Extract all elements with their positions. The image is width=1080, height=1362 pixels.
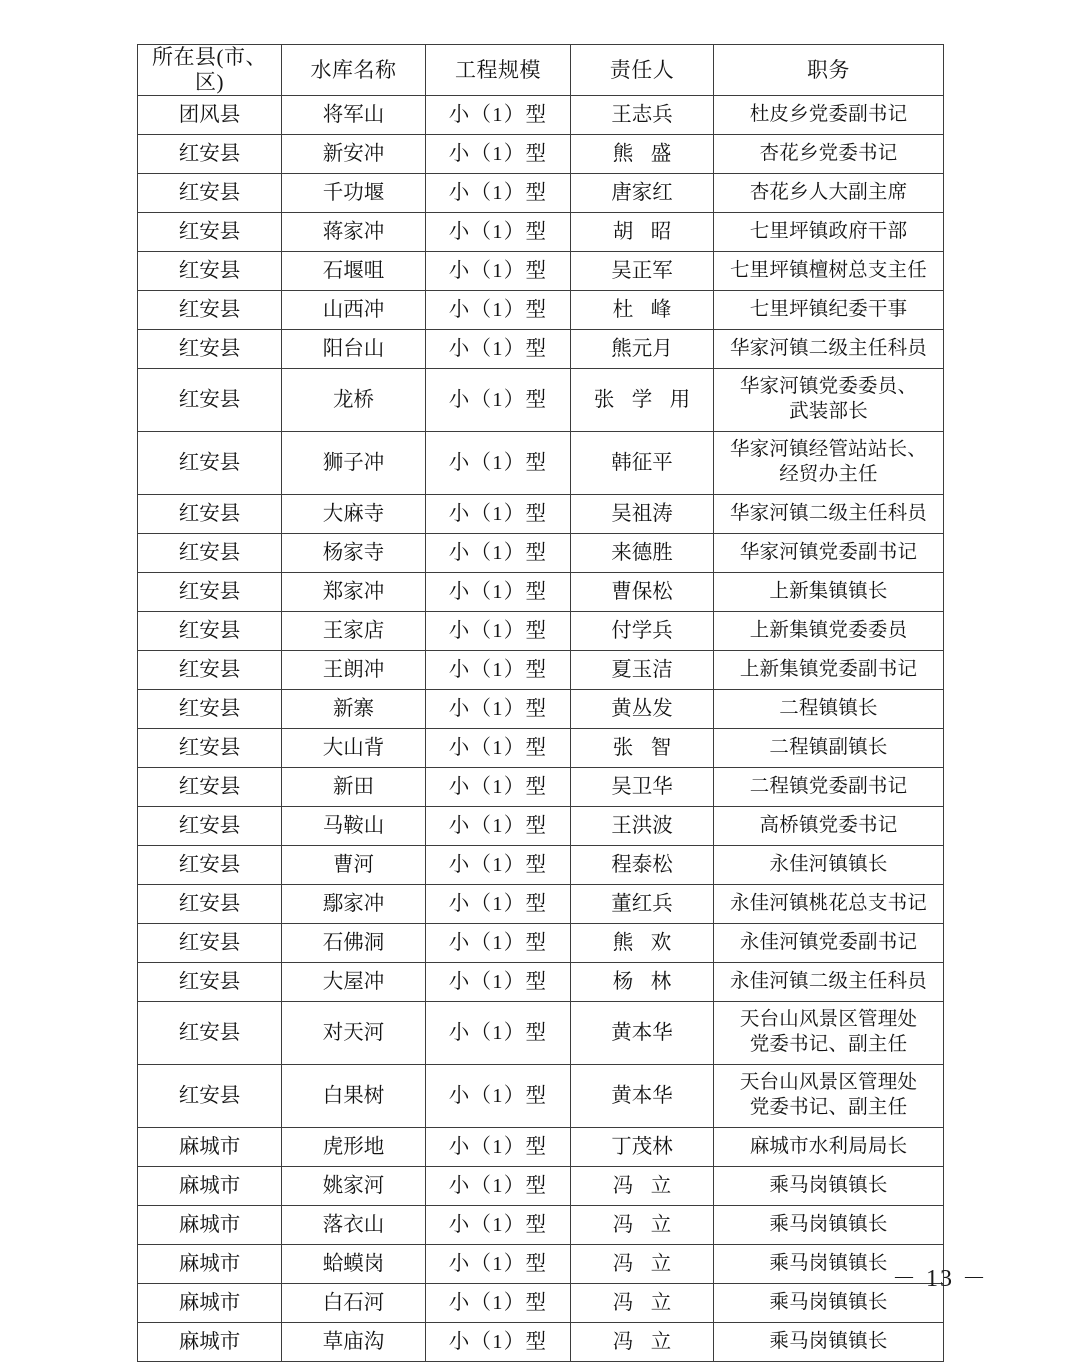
cell-project-scale (426, 690, 571, 729)
duty-title-line: 上新集镇党委委员 (749, 619, 908, 641)
table-row (138, 291, 944, 330)
cell-reservoir-name: 虎形地 (282, 1128, 426, 1167)
cell-project-scale (426, 252, 571, 291)
cell-project-scale (426, 1206, 571, 1245)
project-scale-text: 小（1）型 (448, 337, 548, 360)
table-row (138, 1167, 944, 1206)
project-scale-text: 小（1）型 (448, 931, 548, 954)
table-row (138, 963, 944, 1002)
cell-responsible-person (571, 885, 714, 924)
project-scale-text: 小（1）型 (448, 142, 548, 165)
cell-responsible-person (571, 291, 714, 330)
responsible-person-name: 冯立 (612, 1252, 689, 1275)
project-scale-text: 小（1）型 (448, 451, 548, 474)
cell-reservoir-name: 将军山 (282, 96, 426, 135)
cell-project-scale (426, 729, 571, 768)
duty-title-line: 高桥镇党委书记 (759, 814, 898, 836)
cell-reservoir-name: 马鞍山 (282, 807, 426, 846)
project-scale-text: 小（1）型 (448, 1291, 548, 1314)
project-scale-text: 小（1）型 (448, 892, 548, 915)
cell-responsible-person (571, 690, 714, 729)
cell-project-scale (426, 846, 571, 885)
cell-responsible-person (571, 369, 714, 432)
responsible-person-name: 熊元月 (611, 337, 673, 360)
column-header-scale: 工程规模 (426, 45, 571, 96)
cell-responsible-person (571, 252, 714, 291)
duty-title-line: 永佳河镇党委副书记 (739, 931, 918, 953)
duty-title-line: 党委书记、副主任 (749, 1034, 908, 1055)
cell-county: 红安县 (138, 846, 282, 885)
project-scale-text: 小（1）型 (448, 619, 548, 642)
cell-county: 红安县 (138, 612, 282, 651)
project-scale-text: 小（1）型 (448, 1084, 548, 1107)
responsible-person-name: 王洪波 (611, 814, 673, 837)
duty-title-line: 乘马岗镇镇长 (769, 1330, 888, 1352)
project-scale-text: 小（1）型 (448, 775, 548, 798)
cell-duty-title (714, 924, 944, 963)
cell-duty-title (714, 1065, 944, 1128)
cell-responsible-person (571, 1206, 714, 1245)
responsible-person-name: 冯立 (612, 1291, 689, 1314)
cell-responsible-person (571, 1065, 714, 1128)
responsible-person-name: 冯立 (612, 1174, 689, 1197)
project-scale-text: 小（1）型 (448, 658, 548, 681)
responsible-person-name: 冯立 (612, 1213, 689, 1236)
cell-project-scale (426, 768, 571, 807)
cell-reservoir-name: 新寨 (282, 690, 426, 729)
duty-title-line: 乘马岗镇镇长 (769, 1174, 888, 1196)
cell-reservoir-name: 蛤蟆岗 (282, 1245, 426, 1284)
cell-duty-title (714, 807, 944, 846)
cell-project-scale (426, 96, 571, 135)
duty-title-line: 永佳河镇桃花总支书记 (729, 892, 927, 914)
cell-duty-title (714, 174, 944, 213)
duty-title-line: 党委书记、副主任 (749, 1097, 908, 1118)
cell-reservoir-name: 石堰咀 (282, 252, 426, 291)
cell-responsible-person (571, 807, 714, 846)
cell-county: 团风县 (138, 96, 282, 135)
duty-title-line: 七里坪镇檀树总支主任 (729, 259, 927, 281)
cell-reservoir-name: 草庙沟 (282, 1323, 426, 1362)
responsible-person-name: 熊盛 (612, 142, 689, 165)
duty-title-line: 上新集镇党委副书记 (739, 658, 918, 680)
cell-reservoir-name: 新安冲 (282, 135, 426, 174)
cell-duty-title (714, 651, 944, 690)
table-row (138, 1206, 944, 1245)
duty-title-line: 永佳河镇二级主任科员 (729, 970, 927, 992)
duty-title-line: 华家河镇党委副书记 (739, 541, 918, 563)
cell-county: 红安县 (138, 1065, 282, 1128)
table-row (138, 846, 944, 885)
cell-project-scale (426, 432, 571, 495)
duty-title-line: 麻城市水利局局长 (749, 1135, 908, 1157)
responsible-person-name: 杨林 (612, 970, 689, 993)
table-row (138, 612, 944, 651)
cell-duty-title (714, 1323, 944, 1362)
cell-responsible-person (571, 963, 714, 1002)
cell-responsible-person (571, 1002, 714, 1065)
cell-responsible-person (571, 174, 714, 213)
cell-county: 麻城市 (138, 1128, 282, 1167)
cell-project-scale (426, 330, 571, 369)
table-row (138, 1002, 944, 1065)
duty-title-line: 乘马岗镇镇长 (769, 1291, 888, 1313)
table-row (138, 96, 944, 135)
responsible-person-name: 夏玉洁 (611, 658, 673, 681)
cell-responsible-person (571, 846, 714, 885)
cell-county: 红安县 (138, 885, 282, 924)
cell-duty-title (714, 690, 944, 729)
responsible-person-name: 冯立 (612, 1330, 689, 1353)
cell-county: 红安县 (138, 924, 282, 963)
project-scale-text: 小（1）型 (448, 259, 548, 282)
cell-responsible-person (571, 729, 714, 768)
cell-county: 红安县 (138, 963, 282, 1002)
table-header-row (138, 45, 944, 96)
duty-title-line: 杏花乡党委书记 (759, 142, 898, 164)
cell-duty-title (714, 885, 944, 924)
duty-title-line: 武装部长 (789, 401, 868, 422)
cell-duty-title (714, 846, 944, 885)
cell-duty-title (714, 213, 944, 252)
cell-project-scale (426, 1323, 571, 1362)
table-row (138, 534, 944, 573)
cell-county: 红安县 (138, 690, 282, 729)
duty-title-line: 七里坪镇政府干部 (749, 220, 908, 242)
column-header-person: 责任人 (571, 45, 714, 96)
cell-reservoir-name: 落衣山 (282, 1206, 426, 1245)
cell-reservoir-name: 石佛洞 (282, 924, 426, 963)
responsible-person-name: 唐家红 (611, 181, 673, 204)
cell-project-scale (426, 612, 571, 651)
cell-county: 红安县 (138, 432, 282, 495)
cell-duty-title (714, 96, 944, 135)
duty-title-line: 杜皮乡党委副书记 (749, 103, 908, 125)
responsible-person-name: 来德胜 (611, 541, 673, 564)
cell-duty-title (714, 291, 944, 330)
duty-title-line: 乘马岗镇镇长 (769, 1213, 888, 1235)
page-number: － 13 － (892, 1266, 988, 1292)
responsible-person-name: 韩征平 (611, 451, 673, 474)
project-scale-text: 小（1）型 (448, 580, 548, 603)
cell-reservoir-name: 山西冲 (282, 291, 426, 330)
responsible-person-name: 杜峰 (612, 298, 689, 321)
duty-title-line: 华家河镇党委委员、 (739, 376, 918, 398)
duty-title-line: 华家河镇二级主任科员 (729, 337, 927, 359)
cell-duty-title (714, 369, 944, 432)
cell-project-scale (426, 174, 571, 213)
cell-project-scale (426, 213, 571, 252)
cell-project-scale (426, 924, 571, 963)
responsible-person-name: 付学兵 (611, 619, 673, 642)
duty-title-line: 二程镇镇长 (779, 697, 878, 719)
cell-duty-title (714, 432, 944, 495)
duty-title-line: 二程镇党委副书记 (749, 775, 908, 797)
cell-duty-title (714, 534, 944, 573)
project-scale-text: 小（1）型 (448, 697, 548, 720)
duty-title-line: 华家河镇经管站站长、 (729, 439, 927, 461)
cell-reservoir-name: 姚家河 (282, 1167, 426, 1206)
table-row (138, 432, 944, 495)
cell-reservoir-name: 蒋家冲 (282, 213, 426, 252)
cell-project-scale (426, 495, 571, 534)
cell-duty-title (714, 495, 944, 534)
cell-project-scale (426, 369, 571, 432)
responsible-person-name: 张学用 (593, 388, 708, 411)
project-scale-text: 小（1）型 (448, 1021, 548, 1044)
project-scale-text: 小（1）型 (448, 1135, 548, 1158)
cell-county: 红安县 (138, 573, 282, 612)
project-scale-text: 小（1）型 (448, 541, 548, 564)
cell-county: 红安县 (138, 291, 282, 330)
cell-project-scale (426, 885, 571, 924)
cell-reservoir-name: 千功堰 (282, 174, 426, 213)
duty-title-line: 乘马岗镇镇长 (769, 1252, 888, 1274)
cell-county: 红安县 (138, 135, 282, 174)
project-scale-text: 小（1）型 (448, 1213, 548, 1236)
cell-county: 红安县 (138, 651, 282, 690)
cell-responsible-person (571, 924, 714, 963)
cell-county: 红安县 (138, 213, 282, 252)
cell-county: 红安县 (138, 252, 282, 291)
duty-title-line: 杏花乡人大副主席 (749, 181, 908, 203)
cell-reservoir-name: 王朗冲 (282, 651, 426, 690)
cell-project-scale (426, 573, 571, 612)
table-row (138, 768, 944, 807)
table-row (138, 1323, 944, 1362)
duty-title-line: 天台山风景区管理处 (739, 1009, 918, 1031)
table-body (138, 96, 944, 1362)
duty-title-line: 七里坪镇纪委干事 (749, 298, 908, 320)
cell-duty-title (714, 252, 944, 291)
column-header-duty: 职务 (714, 45, 944, 96)
cell-duty-title (714, 612, 944, 651)
cell-responsible-person (571, 534, 714, 573)
cell-county: 红安县 (138, 369, 282, 432)
cell-responsible-person (571, 768, 714, 807)
table-row (138, 651, 944, 690)
project-scale-text: 小（1）型 (448, 853, 548, 876)
responsible-person-name: 吴卫华 (611, 775, 673, 798)
cell-responsible-person (571, 330, 714, 369)
project-scale-text: 小（1）型 (448, 1252, 548, 1275)
cell-reservoir-name: 曹河 (282, 846, 426, 885)
cell-reservoir-name: 杨家寺 (282, 534, 426, 573)
responsible-person-name: 胡昭 (612, 220, 689, 243)
cell-duty-title (714, 330, 944, 369)
responsible-person-name: 黄丛发 (611, 697, 673, 720)
cell-project-scale (426, 651, 571, 690)
cell-county: 红安县 (138, 1002, 282, 1065)
table-row (138, 252, 944, 291)
cell-county: 麻城市 (138, 1284, 282, 1323)
cell-project-scale (426, 135, 571, 174)
column-header-county: 所在县(市、区) (138, 45, 282, 96)
cell-reservoir-name: 对天河 (282, 1002, 426, 1065)
table-row (138, 924, 944, 963)
table-row (138, 213, 944, 252)
table-header (138, 45, 944, 96)
table-row (138, 1065, 944, 1128)
cell-project-scale (426, 534, 571, 573)
cell-reservoir-name: 阳台山 (282, 330, 426, 369)
cell-reservoir-name: 大山背 (282, 729, 426, 768)
cell-duty-title (714, 1206, 944, 1245)
responsible-person-name: 黄本华 (611, 1084, 673, 1107)
project-scale-text: 小（1）型 (448, 1174, 548, 1197)
cell-duty-title (714, 1128, 944, 1167)
cell-responsible-person (571, 213, 714, 252)
table-row (138, 1128, 944, 1167)
cell-reservoir-name: 白石河 (282, 1284, 426, 1323)
cell-reservoir-name: 龙桥 (282, 369, 426, 432)
cell-duty-title (714, 729, 944, 768)
cell-county: 麻城市 (138, 1206, 282, 1245)
cell-county: 红安县 (138, 174, 282, 213)
cell-project-scale (426, 291, 571, 330)
cell-responsible-person (571, 1167, 714, 1206)
table-row (138, 369, 944, 432)
responsible-person-name: 吴正军 (611, 259, 673, 282)
cell-project-scale (426, 963, 571, 1002)
responsible-person-name: 张智 (612, 736, 689, 759)
responsible-person-name: 吴祖涛 (611, 502, 673, 525)
cell-project-scale (426, 1167, 571, 1206)
project-scale-text: 小（1）型 (448, 502, 548, 525)
reservoir-responsibility-table-container (137, 44, 943, 1362)
project-scale-text: 小（1）型 (448, 736, 548, 759)
responsible-person-name: 丁茂林 (611, 1135, 673, 1158)
cell-county: 红安县 (138, 534, 282, 573)
cell-reservoir-name: 大屋冲 (282, 963, 426, 1002)
column-header-reservoir: 水库名称 (282, 45, 426, 96)
cell-reservoir-name: 狮子冲 (282, 432, 426, 495)
cell-county: 红安县 (138, 807, 282, 846)
cell-responsible-person (571, 612, 714, 651)
responsible-person-name: 董红兵 (611, 892, 673, 915)
cell-responsible-person (571, 432, 714, 495)
responsible-person-name: 程泰松 (611, 853, 673, 876)
cell-responsible-person (571, 1323, 714, 1362)
cell-project-scale (426, 1002, 571, 1065)
table-row (138, 885, 944, 924)
cell-county: 红安县 (138, 495, 282, 534)
table-row (138, 495, 944, 534)
cell-responsible-person (571, 573, 714, 612)
responsible-person-name: 王志兵 (611, 103, 673, 126)
cell-duty-title (714, 573, 944, 612)
cell-reservoir-name: 鄢家冲 (282, 885, 426, 924)
project-scale-text: 小（1）型 (448, 298, 548, 321)
cell-county: 麻城市 (138, 1245, 282, 1284)
duty-title-line: 永佳河镇镇长 (769, 853, 888, 875)
responsible-person-name: 黄本华 (611, 1021, 673, 1044)
cell-county: 麻城市 (138, 1167, 282, 1206)
cell-county: 红安县 (138, 729, 282, 768)
cell-reservoir-name: 大麻寺 (282, 495, 426, 534)
cell-county: 麻城市 (138, 1323, 282, 1362)
reservoir-responsibility-table (137, 44, 944, 1362)
cell-responsible-person (571, 96, 714, 135)
cell-responsible-person (571, 651, 714, 690)
cell-reservoir-name: 白果树 (282, 1065, 426, 1128)
cell-project-scale (426, 1128, 571, 1167)
project-scale-text: 小（1）型 (448, 103, 548, 126)
cell-duty-title (714, 768, 944, 807)
project-scale-text: 小（1）型 (448, 220, 548, 243)
project-scale-text: 小（1）型 (448, 814, 548, 837)
cell-project-scale (426, 1065, 571, 1128)
project-scale-text: 小（1）型 (448, 970, 548, 993)
project-scale-text: 小（1）型 (448, 1330, 548, 1353)
duty-title-line: 天台山风景区管理处 (739, 1072, 918, 1094)
duty-title-line: 华家河镇二级主任科员 (729, 502, 927, 524)
table-row (138, 807, 944, 846)
table-row (138, 729, 944, 768)
cell-responsible-person (571, 1128, 714, 1167)
cell-reservoir-name: 郑家冲 (282, 573, 426, 612)
cell-duty-title (714, 963, 944, 1002)
table-row (138, 573, 944, 612)
table-row (138, 174, 944, 213)
table-row (138, 690, 944, 729)
table-row (138, 330, 944, 369)
cell-duty-title (714, 135, 944, 174)
table-row (138, 135, 944, 174)
cell-reservoir-name: 新田 (282, 768, 426, 807)
responsible-person-name: 熊欢 (612, 931, 689, 954)
duty-title-line: 二程镇副镇长 (769, 736, 888, 758)
cell-duty-title (714, 1002, 944, 1065)
cell-county: 红安县 (138, 768, 282, 807)
cell-duty-title (714, 1167, 944, 1206)
duty-title-line: 上新集镇镇长 (769, 580, 888, 602)
responsible-person-name: 曹保松 (611, 580, 673, 603)
project-scale-text: 小（1）型 (448, 181, 548, 204)
cell-responsible-person (571, 495, 714, 534)
cell-responsible-person (571, 135, 714, 174)
cell-project-scale (426, 807, 571, 846)
project-scale-text: 小（1）型 (448, 388, 548, 411)
duty-title-line: 经贸办主任 (779, 464, 878, 485)
cell-reservoir-name: 王家店 (282, 612, 426, 651)
cell-county: 红安县 (138, 330, 282, 369)
